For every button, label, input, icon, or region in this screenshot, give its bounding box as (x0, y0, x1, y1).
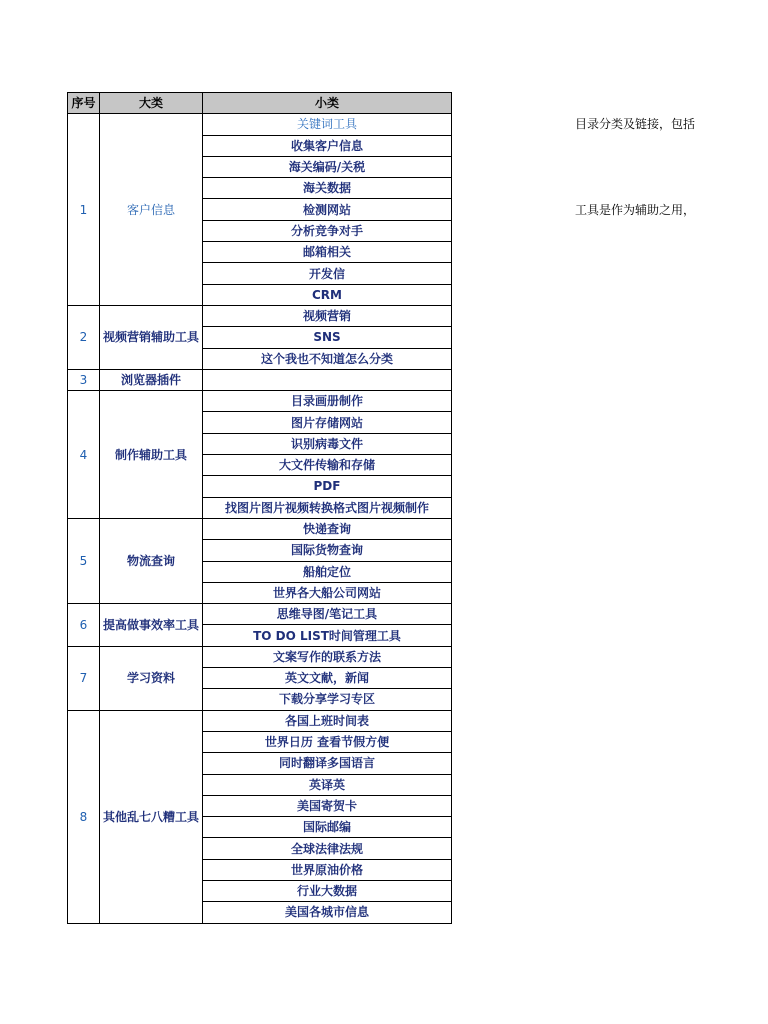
subcategory-cell: 视频营销 (203, 305, 452, 326)
header-seq: 序号 (68, 93, 100, 114)
group-seq: 1 (68, 114, 100, 306)
group-category: 制作辅助工具 (100, 391, 203, 519)
table-row (68, 391, 452, 412)
subcategory-cell: 收集客户信息 (203, 135, 452, 156)
subcategory-cell: 英译英 (203, 774, 452, 795)
subcategory-cell: 思维导图/笔记工具 (203, 604, 452, 625)
group-seq: 6 (68, 604, 100, 647)
header-row (68, 93, 452, 114)
group-category: 客户信息 (100, 114, 203, 306)
group-category: 浏览器插件 (100, 369, 203, 390)
subcategory-cell: 美国寄贺卡 (203, 795, 452, 816)
tool-directory-table (67, 92, 452, 924)
group-seq: 3 (68, 369, 100, 390)
table-row (68, 305, 452, 326)
subcategory-cell: 海关数据 (203, 178, 452, 199)
subcategory-cell (203, 369, 452, 390)
table-row (68, 604, 452, 625)
group-category: 提高做事效率工具 (100, 604, 203, 647)
table-row (68, 369, 452, 390)
subcategory-cell: 邮箱相关 (203, 242, 452, 263)
subcategory-cell: 快递查询 (203, 518, 452, 539)
subcategory-cell: 识别病毒文件 (203, 433, 452, 454)
subcategory-cell: 英文文献，新闻 (203, 668, 452, 689)
subcategory-cell: 全球法律法规 (203, 838, 452, 859)
subcategory-cell: 这个我也不知道怎么分类 (203, 348, 452, 369)
subcategory-cell: 国际货物查询 (203, 540, 452, 561)
group-category: 其他乱七八糟工具 (100, 710, 203, 923)
subcategory-cell: 世界原油价格 (203, 859, 452, 880)
subcategory-cell: 分析竞争对手 (203, 220, 452, 241)
group-category: 物流查询 (100, 518, 203, 603)
subcategory-cell: 文案写作的联系方法 (203, 646, 452, 667)
subcategory-cell: 图片存储网站 (203, 412, 452, 433)
subcategory-link[interactable]: 关键词工具 (203, 114, 452, 135)
subcategory-cell: 美国各城市信息 (203, 902, 452, 923)
subcategory-cell: TO DO LIST时间管理工具 (203, 625, 452, 646)
table-row (68, 646, 452, 667)
group-seq: 2 (68, 305, 100, 369)
group-category: 学习资料 (100, 646, 203, 710)
subcategory-cell: SNS (203, 327, 452, 348)
table-row (68, 114, 452, 135)
subcategory-cell: 检测网站 (203, 199, 452, 220)
header-category: 大类 (100, 93, 203, 114)
subcategory-cell: 世界各大船公司网站 (203, 582, 452, 603)
group-seq: 5 (68, 518, 100, 603)
table-row (68, 710, 452, 731)
subcategory-cell: 下载分享学习专区 (203, 689, 452, 710)
subcategory-cell: 船舶定位 (203, 561, 452, 582)
subcategory-cell: 国际邮编 (203, 817, 452, 838)
subcategory-cell: 开发信 (203, 263, 452, 284)
table-row (68, 518, 452, 539)
subcategory-cell: 世界日历 查看节假方便 (203, 731, 452, 752)
subcategory-cell: 找图片图片视频转换格式图片视频制作 (203, 497, 452, 518)
note-text: 目录分类及链接，包括 (575, 117, 696, 131)
group-seq: 8 (68, 710, 100, 923)
group-seq: 4 (68, 391, 100, 519)
subcategory-cell: 同时翻译多国语言 (203, 753, 452, 774)
subcategory-cell: 海关编码/关税 (203, 156, 452, 177)
subcategory-cell: PDF (203, 476, 452, 497)
header-subcategory: 小类 (203, 93, 452, 114)
subcategory-cell: 大文件传输和存储 (203, 455, 452, 476)
note-text: 工具是作为辅助之用， (575, 203, 696, 217)
subcategory-cell: 各国上班时间表 (203, 710, 452, 731)
subcategory-cell: CRM (203, 284, 452, 305)
subcategory-cell: 目录画册制作 (203, 391, 452, 412)
group-category: 视频营销辅助工具 (100, 305, 203, 369)
subcategory-cell: 行业大数据 (203, 880, 452, 901)
group-seq: 7 (68, 646, 100, 710)
